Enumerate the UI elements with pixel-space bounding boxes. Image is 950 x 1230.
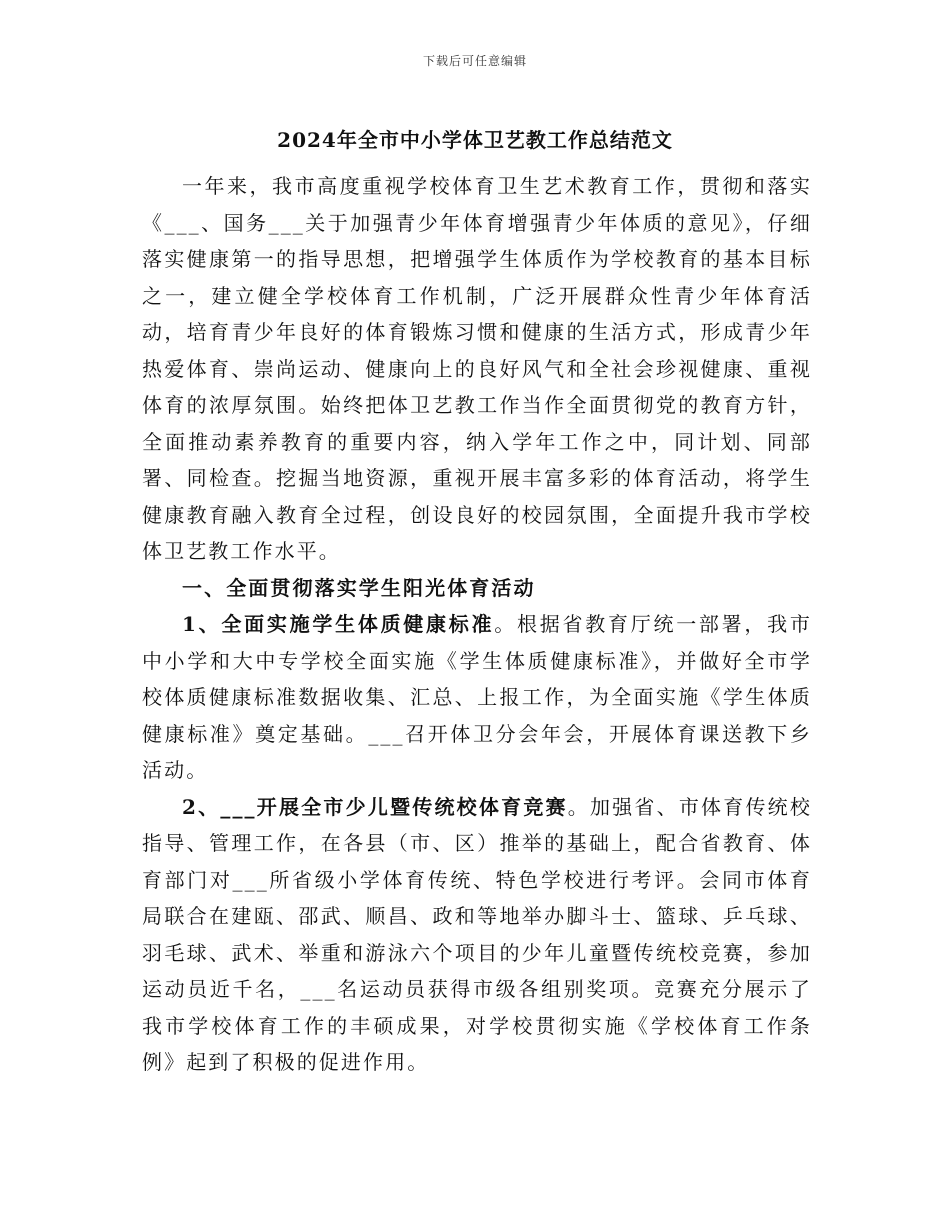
- intro-paragraph: 一年来，我市高度重视学校体育卫生艺术教育工作，贯彻和落实《___、国务___关于加强青少年体育增强青少年体质的意见》，仔细落实健康第一的指导思想，把增强学生体质作为学校教育的基本目标之一，建立健全学校体育工作机制，广泛开展群众性青少年体育活动，培育青少年良好的体育锻炼习惯和健康的生活方式，形成青少年热爱体育、崇尚运动、健康向上的良好风气和全社会珍视健康、重视体育的浓厚氛围。始终把体卫艺教工作当作全面贯彻党的教育方针，全面推动素养教育的重要内容，纳入学年工作之中，同计划、同部署、同检查。挖掘当地资源，重视开展丰富多彩的体育活动，将学生健康教育融入教育全过程，创设良好的校园氛围，全面提升我市学校体卫艺教工作水平。: [142, 174, 812, 563]
- document-title: 2024年全市中小学体卫艺教工作总结范文: [277, 128, 673, 152]
- header-note: 下载后可任意编辑: [422, 54, 527, 68]
- section-1-item-1: [142, 606, 812, 789]
- document-body: [142, 168, 812, 1081]
- item-1-text: 。根据省教育厅统一部署，我市中小学和大中专学校全面实施《学生体质健康标准》，并做好全市学校体质健康标准数据收集、汇总、上报工作，为全面实施《学生体质健康标准》奠定基础。___召开体卫分会年会，开展体育课送教下乡活动。: [142, 612, 812, 782]
- item-1-lead: 1、全面实施学生体质健康标准: [182, 612, 495, 636]
- section-1-heading: 一、全面贯彻落实学生阳光体育活动: [182, 575, 536, 600]
- item-2-text: 。加强省、市体育传统校指导、管理工作，在各县（市、区）推举的基础上，配合省教育、体育部门对___所省级小学体育传统、特色学校进行考评。会同市体育局联合在建瓯、邵武、顺昌、政和等地举办脚斗士、篮球、乒乓球、羽毛球、武术、举重和游泳六个项目的少年儿童暨传统校竞赛，参加运动员近千名，___名运动员获得市级各组别奖项。竞赛充分展示了我市学校体育工作的丰硕成果，对学校贯彻实施《学校体育工作条例》起到了积极的促进作用。: [142, 794, 812, 1074]
- section-1-item-2: [142, 789, 812, 1081]
- item-2-lead: 2、___开展全市少儿暨传统校体育竞赛: [182, 794, 568, 819]
